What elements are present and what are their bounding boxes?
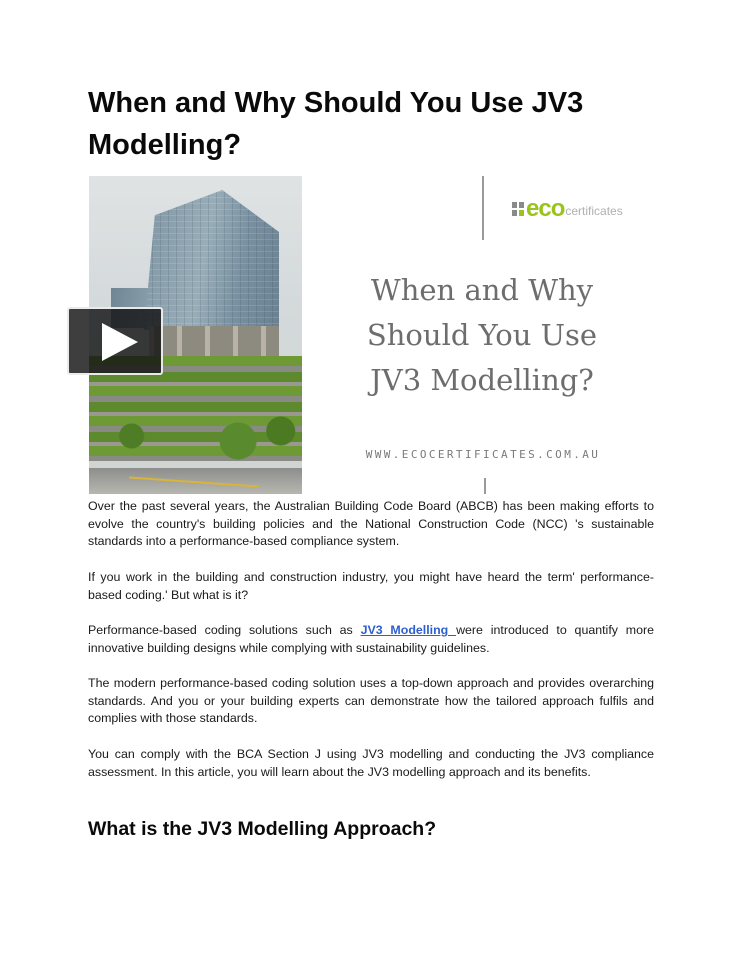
slide-divider-bottom xyxy=(484,478,486,494)
play-video-button[interactable] xyxy=(67,307,163,375)
logo-squares-icon xyxy=(512,202,524,216)
hero-slide xyxy=(88,176,653,494)
logo-brand-suffix: certificates xyxy=(565,203,623,218)
photo-trees xyxy=(89,416,302,466)
photo-tower-windows xyxy=(144,190,279,330)
paragraph-top-down: The modern performance-based coding solution uses a top-down approach and provides overarching standards. And you or your building experts can demonstrate how the tailored approach fulfils and complies with those standards. xyxy=(88,676,654,726)
page-title: When and Why Should You Use JV3 Modelling? xyxy=(88,87,584,161)
paragraph-bca-section-j: You can comply with the BCA Section J using JV3 modelling and conducting the JV3 compliance assessment. In this article, you will learn about the JV3 modelling approach and its benefits. xyxy=(88,747,654,779)
slide-title-line: Should You Use xyxy=(366,318,598,352)
slide-title-line: JV3 Modelling? xyxy=(370,363,594,397)
paragraph-performance-term: If you work in the building and construction industry, you might have heard the term' performance-based coding.' But what is it? xyxy=(88,570,654,602)
paragraph-text: Performance-based coding solutions such as xyxy=(88,623,361,637)
paragraph-intro: Over the past several years, the Australian Building Code Board (ABCB) has been making efforts to evolve the country's building policies and the National Construction Code (NCC) 's sustainable standards into a performance-based compliance system. xyxy=(88,499,654,549)
slide-title-line: When and Why xyxy=(370,273,594,307)
slide-divider-top xyxy=(482,176,484,240)
eco-certificates-logo xyxy=(512,195,623,222)
section-heading: What is the JV3 Modelling Approach? xyxy=(88,818,437,840)
logo-brand-word: eco xyxy=(526,195,565,222)
slide-title xyxy=(350,268,614,403)
slide-website-url: WWW.ECOCERTIFICATES.COM.AU xyxy=(365,448,601,461)
paragraph-text: were introduced to quantify more innovative building designs while complying with sustainability guidelines. xyxy=(88,623,654,655)
play-icon xyxy=(102,323,138,361)
paragraph-solutions xyxy=(88,622,654,657)
jv3-modelling-link[interactable]: JV3 Modelling xyxy=(360,623,457,637)
